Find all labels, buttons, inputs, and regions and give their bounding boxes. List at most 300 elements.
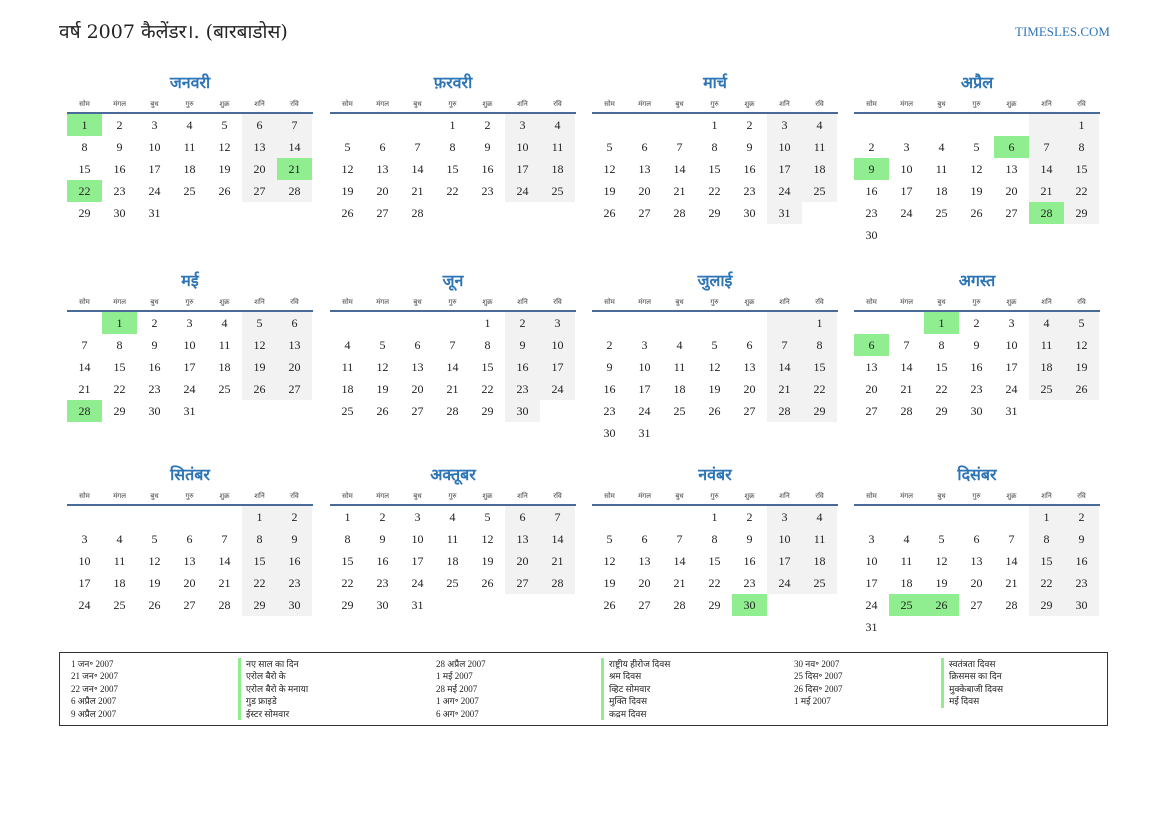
- day-cell[interactable]: 18: [113, 576, 126, 590]
- day-cell[interactable]: 29: [242, 594, 277, 616]
- day-cell[interactable]: 7: [676, 140, 683, 154]
- day-cell[interactable]: 17: [78, 576, 91, 590]
- day-cell[interactable]: 30: [970, 404, 983, 418]
- day-cell[interactable]: 14: [900, 360, 913, 374]
- day-cell[interactable]: 23: [1064, 572, 1099, 594]
- day-cell[interactable]: 19: [148, 576, 161, 590]
- day-cell[interactable]: 17: [505, 158, 540, 180]
- day-cell[interactable]: 1: [1064, 114, 1099, 136]
- day-cell[interactable]: 6: [973, 532, 980, 546]
- day-cell[interactable]: 15: [935, 360, 948, 374]
- day-cell[interactable]: 19: [970, 184, 983, 198]
- holiday-day-cell[interactable]: 25: [889, 594, 924, 616]
- day-cell[interactable]: 11: [935, 162, 948, 176]
- day-cell[interactable]: 25: [802, 572, 837, 594]
- day-cell[interactable]: 11: [900, 554, 913, 568]
- day-cell[interactable]: 26: [603, 206, 616, 220]
- day-cell[interactable]: 18: [900, 576, 913, 590]
- day-cell[interactable]: 5: [606, 140, 613, 154]
- day-cell[interactable]: 24: [1005, 382, 1018, 396]
- day-cell[interactable]: 11: [446, 532, 459, 546]
- day-cell[interactable]: 12: [603, 162, 616, 176]
- day-cell[interactable]: 22: [1029, 572, 1064, 594]
- day-cell[interactable]: 16: [1064, 550, 1099, 572]
- day-cell[interactable]: 6: [379, 140, 386, 154]
- day-cell[interactable]: 17: [767, 158, 802, 180]
- day-cell[interactable]: 7: [1029, 136, 1064, 158]
- day-cell[interactable]: 3: [81, 532, 88, 546]
- day-cell[interactable]: 15: [481, 360, 494, 374]
- day-cell[interactable]: 3: [767, 506, 802, 528]
- day-cell[interactable]: 29: [708, 598, 721, 612]
- day-cell[interactable]: 1: [802, 312, 837, 334]
- holiday-day-cell[interactable]: 6: [994, 136, 1029, 158]
- day-cell[interactable]: 10: [148, 140, 161, 154]
- day-cell[interactable]: 14: [277, 136, 312, 158]
- day-cell[interactable]: 28: [446, 404, 459, 418]
- day-cell[interactable]: 3: [186, 316, 193, 330]
- day-cell[interactable]: 28: [411, 206, 424, 220]
- day-cell[interactable]: 25: [935, 206, 948, 220]
- day-cell[interactable]: 8: [711, 140, 718, 154]
- day-cell[interactable]: 29: [802, 400, 837, 422]
- day-cell[interactable]: 9: [505, 334, 540, 356]
- day-cell[interactable]: 16: [277, 550, 312, 572]
- day-cell[interactable]: 15: [446, 162, 459, 176]
- day-cell[interactable]: 26: [708, 404, 721, 418]
- day-cell[interactable]: 21: [1005, 576, 1018, 590]
- day-cell[interactable]: 10: [411, 532, 424, 546]
- day-cell[interactable]: 20: [376, 184, 389, 198]
- day-cell[interactable]: 22: [446, 184, 459, 198]
- day-cell[interactable]: 26: [603, 598, 616, 612]
- day-cell[interactable]: 22: [935, 382, 948, 396]
- day-cell[interactable]: 26: [1064, 378, 1099, 400]
- day-cell[interactable]: 14: [673, 162, 686, 176]
- day-cell[interactable]: 30: [1064, 594, 1099, 616]
- day-cell[interactable]: 8: [802, 334, 837, 356]
- day-cell[interactable]: 21: [218, 576, 231, 590]
- day-cell[interactable]: 1: [242, 506, 277, 528]
- day-cell[interactable]: 1: [484, 316, 491, 330]
- day-cell[interactable]: 7: [903, 338, 910, 352]
- day-cell[interactable]: 3: [540, 312, 575, 334]
- day-cell[interactable]: 19: [708, 382, 721, 396]
- day-cell[interactable]: 15: [242, 550, 277, 572]
- day-cell[interactable]: 23: [505, 378, 540, 400]
- day-cell[interactable]: 26: [970, 206, 983, 220]
- day-cell[interactable]: 16: [148, 360, 161, 374]
- day-cell[interactable]: 22: [1064, 180, 1099, 202]
- day-cell[interactable]: 15: [802, 356, 837, 378]
- day-cell[interactable]: 12: [970, 162, 983, 176]
- day-cell[interactable]: 25: [113, 598, 126, 612]
- day-cell[interactable]: 8: [938, 338, 945, 352]
- day-cell[interactable]: 28: [218, 598, 231, 612]
- day-cell[interactable]: 29: [708, 206, 721, 220]
- day-cell[interactable]: 9: [484, 140, 491, 154]
- day-cell[interactable]: 24: [183, 382, 196, 396]
- day-cell[interactable]: 3: [1008, 316, 1015, 330]
- day-cell[interactable]: 27: [638, 206, 651, 220]
- day-cell[interactable]: 12: [376, 360, 389, 374]
- day-cell[interactable]: 13: [638, 554, 651, 568]
- day-cell[interactable]: 1: [711, 118, 718, 132]
- day-cell[interactable]: 7: [676, 532, 683, 546]
- day-cell[interactable]: 16: [970, 360, 983, 374]
- day-cell[interactable]: 30: [148, 404, 161, 418]
- day-cell[interactable]: 16: [481, 162, 494, 176]
- day-cell[interactable]: 6: [186, 532, 193, 546]
- day-cell[interactable]: 6: [414, 338, 421, 352]
- day-cell[interactable]: 21: [446, 382, 459, 396]
- day-cell[interactable]: 20: [638, 184, 651, 198]
- day-cell[interactable]: 24: [78, 598, 91, 612]
- day-cell[interactable]: 25: [218, 382, 231, 396]
- day-cell[interactable]: 15: [78, 162, 91, 176]
- day-cell[interactable]: 25: [1029, 378, 1064, 400]
- day-cell[interactable]: 22: [708, 184, 721, 198]
- day-cell[interactable]: 14: [1029, 158, 1064, 180]
- day-cell[interactable]: 18: [802, 550, 837, 572]
- day-cell[interactable]: 21: [78, 382, 91, 396]
- day-cell[interactable]: 10: [900, 162, 913, 176]
- day-cell[interactable]: 24: [865, 598, 878, 612]
- day-cell[interactable]: 12: [1064, 334, 1099, 356]
- day-cell[interactable]: 6: [242, 114, 277, 136]
- day-cell[interactable]: 5: [484, 510, 491, 524]
- day-cell[interactable]: 12: [148, 554, 161, 568]
- day-cell[interactable]: 20: [505, 550, 540, 572]
- day-cell[interactable]: 15: [113, 360, 126, 374]
- day-cell[interactable]: 19: [376, 382, 389, 396]
- day-cell[interactable]: 14: [767, 356, 802, 378]
- day-cell[interactable]: 10: [505, 136, 540, 158]
- day-cell[interactable]: 6: [746, 338, 753, 352]
- day-cell[interactable]: 30: [376, 598, 389, 612]
- day-cell[interactable]: 21: [1029, 180, 1064, 202]
- day-cell[interactable]: 19: [481, 554, 494, 568]
- day-cell[interactable]: 20: [970, 576, 983, 590]
- day-cell[interactable]: 9: [606, 360, 613, 374]
- day-cell[interactable]: 30: [743, 206, 756, 220]
- day-cell[interactable]: 16: [376, 554, 389, 568]
- day-cell[interactable]: 22: [802, 378, 837, 400]
- day-cell[interactable]: 15: [708, 554, 721, 568]
- day-cell[interactable]: 7: [414, 140, 421, 154]
- day-cell[interactable]: 22: [113, 382, 126, 396]
- day-cell[interactable]: 18: [446, 554, 459, 568]
- day-cell[interactable]: 27: [970, 598, 983, 612]
- day-cell[interactable]: 2: [277, 506, 312, 528]
- holiday-day-cell[interactable]: 21: [277, 158, 312, 180]
- day-cell[interactable]: 31: [865, 620, 878, 634]
- day-cell[interactable]: 26: [218, 184, 231, 198]
- day-cell[interactable]: 27: [277, 378, 312, 400]
- day-cell[interactable]: 29: [935, 404, 948, 418]
- day-cell[interactable]: 13: [242, 136, 277, 158]
- day-cell[interactable]: 14: [78, 360, 91, 374]
- day-cell[interactable]: 10: [865, 554, 878, 568]
- day-cell[interactable]: 2: [973, 316, 980, 330]
- day-cell[interactable]: 19: [218, 162, 231, 176]
- day-cell[interactable]: 14: [1005, 554, 1018, 568]
- day-cell[interactable]: 23: [865, 206, 878, 220]
- day-cell[interactable]: 20: [743, 382, 756, 396]
- day-cell[interactable]: 21: [540, 550, 575, 572]
- day-cell[interactable]: 3: [767, 114, 802, 136]
- day-cell[interactable]: 7: [221, 532, 228, 546]
- day-cell[interactable]: 13: [411, 360, 424, 374]
- day-cell[interactable]: 17: [865, 576, 878, 590]
- day-cell[interactable]: 25: [446, 576, 459, 590]
- day-cell[interactable]: 17: [148, 162, 161, 176]
- day-cell[interactable]: 4: [449, 510, 456, 524]
- holiday-day-cell[interactable]: 1: [67, 114, 102, 136]
- day-cell[interactable]: 6: [277, 312, 312, 334]
- day-cell[interactable]: 4: [802, 114, 837, 136]
- holiday-day-cell[interactable]: 30: [732, 594, 767, 616]
- day-cell[interactable]: 11: [341, 360, 354, 374]
- day-cell[interactable]: 27: [865, 404, 878, 418]
- day-cell[interactable]: 27: [638, 598, 651, 612]
- day-cell[interactable]: 25: [341, 404, 354, 418]
- day-cell[interactable]: 27: [1005, 206, 1018, 220]
- day-cell[interactable]: 22: [341, 576, 354, 590]
- day-cell[interactable]: 28: [277, 180, 312, 202]
- day-cell[interactable]: 17: [411, 554, 424, 568]
- day-cell[interactable]: 2: [379, 510, 386, 524]
- day-cell[interactable]: 2: [151, 316, 158, 330]
- day-cell[interactable]: 20: [865, 382, 878, 396]
- day-cell[interactable]: 16: [603, 382, 616, 396]
- day-cell[interactable]: 13: [970, 554, 983, 568]
- day-cell[interactable]: 26: [481, 576, 494, 590]
- day-cell[interactable]: 7: [767, 334, 802, 356]
- day-cell[interactable]: 12: [341, 162, 354, 176]
- day-cell[interactable]: 21: [411, 184, 424, 198]
- day-cell[interactable]: 13: [638, 162, 651, 176]
- day-cell[interactable]: 12: [242, 334, 277, 356]
- day-cell[interactable]: 7: [449, 338, 456, 352]
- day-cell[interactable]: 27: [411, 404, 424, 418]
- day-cell[interactable]: 19: [1064, 356, 1099, 378]
- day-cell[interactable]: 11: [802, 528, 837, 550]
- day-cell[interactable]: 10: [767, 528, 802, 550]
- day-cell[interactable]: 18: [341, 382, 354, 396]
- day-cell[interactable]: 30: [865, 228, 878, 242]
- day-cell[interactable]: 6: [505, 506, 540, 528]
- day-cell[interactable]: 11: [113, 554, 126, 568]
- day-cell[interactable]: 8: [116, 338, 123, 352]
- day-cell[interactable]: 9: [1064, 528, 1099, 550]
- day-cell[interactable]: 20: [277, 356, 312, 378]
- day-cell[interactable]: 7: [1008, 532, 1015, 546]
- day-cell[interactable]: 21: [900, 382, 913, 396]
- day-cell[interactable]: 18: [802, 158, 837, 180]
- day-cell[interactable]: 4: [221, 316, 228, 330]
- day-cell[interactable]: 23: [148, 382, 161, 396]
- day-cell[interactable]: 4: [903, 532, 910, 546]
- day-cell[interactable]: 2: [868, 140, 875, 154]
- day-cell[interactable]: 23: [603, 404, 616, 418]
- day-cell[interactable]: 4: [540, 114, 575, 136]
- day-cell[interactable]: 13: [505, 528, 540, 550]
- day-cell[interactable]: 19: [935, 576, 948, 590]
- day-cell[interactable]: 15: [1029, 550, 1064, 572]
- day-cell[interactable]: 18: [1029, 356, 1064, 378]
- day-cell[interactable]: 8: [449, 140, 456, 154]
- day-cell[interactable]: 24: [900, 206, 913, 220]
- day-cell[interactable]: 10: [540, 334, 575, 356]
- day-cell[interactable]: 4: [676, 338, 683, 352]
- day-cell[interactable]: 17: [900, 184, 913, 198]
- day-cell[interactable]: 23: [481, 184, 494, 198]
- day-cell[interactable]: 19: [242, 356, 277, 378]
- day-cell[interactable]: 7: [277, 114, 312, 136]
- day-cell[interactable]: 28: [767, 400, 802, 422]
- day-cell[interactable]: 25: [540, 180, 575, 202]
- day-cell[interactable]: 24: [411, 576, 424, 590]
- day-cell[interactable]: 3: [868, 532, 875, 546]
- day-cell[interactable]: 13: [376, 162, 389, 176]
- day-cell[interactable]: 3: [151, 118, 158, 132]
- holiday-day-cell[interactable]: 9: [854, 158, 889, 180]
- day-cell[interactable]: 15: [341, 554, 354, 568]
- day-cell[interactable]: 9: [116, 140, 123, 154]
- day-cell[interactable]: 4: [116, 532, 123, 546]
- day-cell[interactable]: 19: [341, 184, 354, 198]
- day-cell[interactable]: 10: [1005, 338, 1018, 352]
- day-cell[interactable]: 1: [1029, 506, 1064, 528]
- holiday-day-cell[interactable]: 26: [924, 594, 959, 616]
- day-cell[interactable]: 14: [218, 554, 231, 568]
- day-cell[interactable]: 27: [505, 572, 540, 594]
- day-cell[interactable]: 18: [183, 162, 196, 176]
- day-cell[interactable]: 5: [711, 338, 718, 352]
- day-cell[interactable]: 26: [341, 206, 354, 220]
- day-cell[interactable]: 28: [673, 206, 686, 220]
- day-cell[interactable]: 27: [376, 206, 389, 220]
- day-cell[interactable]: 9: [151, 338, 158, 352]
- day-cell[interactable]: 8: [484, 338, 491, 352]
- holiday-day-cell[interactable]: 1: [102, 312, 137, 334]
- holiday-day-cell[interactable]: 6: [854, 334, 889, 356]
- day-cell[interactable]: 20: [183, 576, 196, 590]
- day-cell[interactable]: 13: [743, 360, 756, 374]
- day-cell[interactable]: 24: [638, 404, 651, 418]
- day-cell[interactable]: 31: [183, 404, 196, 418]
- day-cell[interactable]: 14: [540, 528, 575, 550]
- day-cell[interactable]: 24: [767, 572, 802, 594]
- site-link[interactable]: TIMESLES.COM: [1015, 24, 1110, 39]
- day-cell[interactable]: 5: [344, 140, 351, 154]
- day-cell[interactable]: 10: [78, 554, 91, 568]
- day-cell[interactable]: 8: [1029, 528, 1064, 550]
- day-cell[interactable]: 1: [449, 118, 456, 132]
- day-cell[interactable]: 31: [148, 206, 161, 220]
- day-cell[interactable]: 8: [81, 140, 88, 154]
- day-cell[interactable]: 4: [802, 506, 837, 528]
- day-cell[interactable]: 23: [743, 184, 756, 198]
- day-cell[interactable]: 5: [1064, 312, 1099, 334]
- day-cell[interactable]: 5: [151, 532, 158, 546]
- day-cell[interactable]: 22: [242, 572, 277, 594]
- holiday-day-cell[interactable]: 22: [67, 180, 102, 202]
- day-cell[interactable]: 31: [411, 598, 424, 612]
- holiday-day-cell[interactable]: 28: [1029, 202, 1064, 224]
- day-cell[interactable]: 20: [411, 382, 424, 396]
- day-cell[interactable]: 17: [767, 550, 802, 572]
- day-cell[interactable]: 28: [673, 598, 686, 612]
- day-cell[interactable]: 26: [148, 598, 161, 612]
- day-cell[interactable]: 29: [341, 598, 354, 612]
- day-cell[interactable]: 19: [603, 184, 616, 198]
- day-cell[interactable]: 29: [78, 206, 91, 220]
- day-cell[interactable]: 15: [708, 162, 721, 176]
- day-cell[interactable]: 7: [540, 506, 575, 528]
- day-cell[interactable]: 5: [938, 532, 945, 546]
- day-cell[interactable]: 18: [935, 184, 948, 198]
- day-cell[interactable]: 21: [673, 184, 686, 198]
- day-cell[interactable]: 12: [603, 554, 616, 568]
- day-cell[interactable]: 8: [344, 532, 351, 546]
- day-cell[interactable]: 24: [767, 180, 802, 202]
- day-cell[interactable]: 11: [802, 136, 837, 158]
- day-cell[interactable]: 18: [673, 382, 686, 396]
- day-cell[interactable]: 16: [865, 184, 878, 198]
- day-cell[interactable]: 18: [540, 158, 575, 180]
- day-cell[interactable]: 23: [970, 382, 983, 396]
- day-cell[interactable]: 13: [1005, 162, 1018, 176]
- day-cell[interactable]: 30: [277, 594, 312, 616]
- day-cell[interactable]: 24: [540, 378, 575, 400]
- day-cell[interactable]: 6: [641, 532, 648, 546]
- day-cell[interactable]: 13: [277, 334, 312, 356]
- day-cell[interactable]: 9: [277, 528, 312, 550]
- day-cell[interactable]: 16: [743, 162, 756, 176]
- holiday-day-cell[interactable]: 28: [67, 400, 102, 422]
- day-cell[interactable]: 8: [242, 528, 277, 550]
- day-cell[interactable]: 23: [743, 576, 756, 590]
- day-cell[interactable]: 9: [746, 140, 753, 154]
- day-cell[interactable]: 11: [673, 360, 686, 374]
- day-cell[interactable]: 29: [481, 404, 494, 418]
- day-cell[interactable]: 7: [81, 338, 88, 352]
- day-cell[interactable]: 19: [603, 576, 616, 590]
- day-cell[interactable]: 30: [505, 400, 540, 422]
- day-cell[interactable]: 23: [113, 184, 126, 198]
- day-cell[interactable]: 8: [711, 532, 718, 546]
- day-cell[interactable]: 3: [641, 338, 648, 352]
- day-cell[interactable]: 5: [606, 532, 613, 546]
- day-cell[interactable]: 25: [673, 404, 686, 418]
- holiday-day-cell[interactable]: 1: [924, 312, 959, 334]
- day-cell[interactable]: 21: [673, 576, 686, 590]
- day-cell[interactable]: 5: [973, 140, 980, 154]
- day-cell[interactable]: 28: [540, 572, 575, 594]
- day-cell[interactable]: 4: [1029, 312, 1064, 334]
- day-cell[interactable]: 11: [540, 136, 575, 158]
- day-cell[interactable]: 11: [218, 338, 231, 352]
- day-cell[interactable]: 25: [802, 180, 837, 202]
- day-cell[interactable]: 29: [113, 404, 126, 418]
- day-cell[interactable]: 16: [743, 554, 756, 568]
- day-cell[interactable]: 2: [1064, 506, 1099, 528]
- day-cell[interactable]: 12: [935, 554, 948, 568]
- day-cell[interactable]: 3: [414, 510, 421, 524]
- day-cell[interactable]: 10: [638, 360, 651, 374]
